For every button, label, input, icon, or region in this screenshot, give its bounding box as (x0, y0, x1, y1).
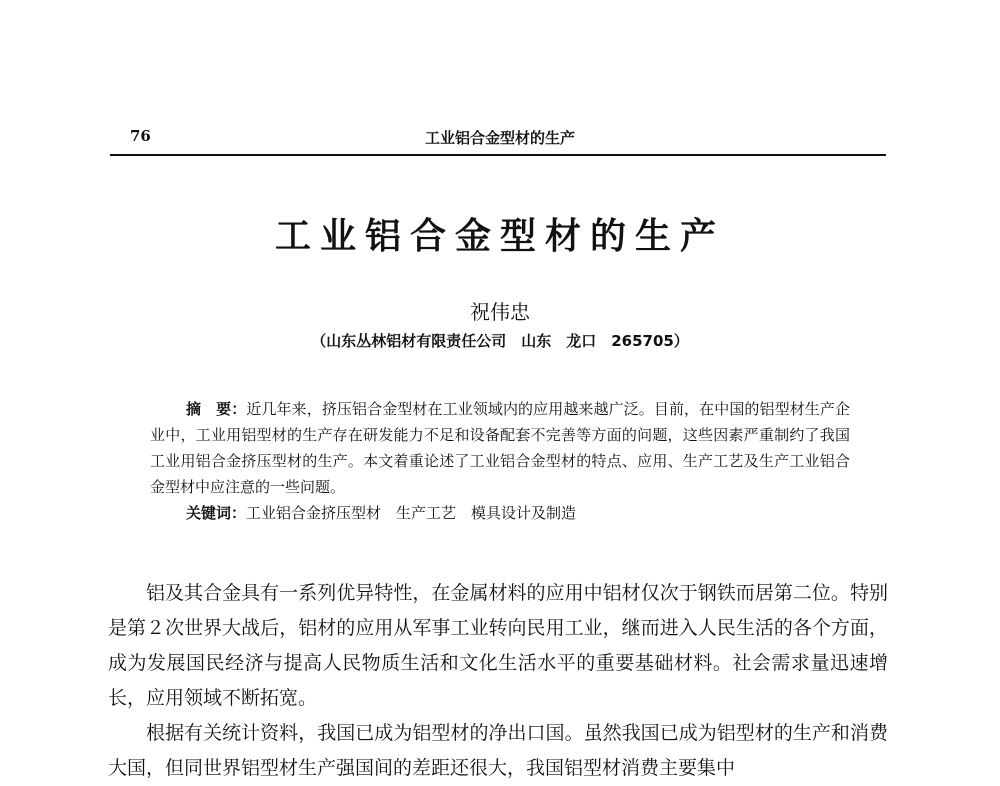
keywords-text: 工业铝合金挤压型材 生产工艺 模具设计及制造 (246, 504, 577, 522)
header-rule (110, 154, 886, 156)
abstract-paragraph (150, 396, 850, 500)
article-title: 工业铝合金型材的生产 (274, 215, 725, 257)
page-number: 76 (130, 127, 151, 145)
author-name: 祝伟忠 (470, 300, 530, 324)
body-paragraph-2: 根据有关统计资料，我国已成为铝型材的净出口国。虽然我国已成为铝型材的生产和消费大国，但同世界铝型材生产强国间的差距还很大，我国铝型材消费主要集中 (108, 722, 888, 779)
abstract-block (150, 396, 850, 526)
abstract-label: 摘 要： (186, 400, 247, 418)
body-paragraph-1: 铝及其合金具有一系列优异特性，在金属材料的应用中铝材仅次于钢铁而居第二位。特别是第２次世界大战后，铝材的应用从军事工业转向民用工业，继而进入人民生活的各个方面，成为发展国民经济与提高人民物质生活和文化生活水平的重要基础材料。社会需求量迅速增长，应用领域不断拓宽。 (108, 582, 888, 709)
abstract-text: 近几年来，挤压铝合金型材在工业领域内的应用越来越广泛。目前，在中国的铝型材生产企业中，工业用铝型材的生产存在研发能力不足和设备配套不完善等方面的问题，这些因素严重制约了我国工业用铝合金挤压型材的生产。本文着重论述了工业铝合金型材的特点、应用、生产工艺及生产工业铝合金型材中应注意的一些问题。 (150, 400, 850, 496)
keywords-label: 关键词： (186, 504, 247, 522)
body-text (108, 576, 888, 786)
running-head: 工业铝合金型材的生产 (424, 129, 575, 147)
author-affiliation: （山东丛林铝材有限责任公司 山东 龙口 265705） (311, 332, 689, 350)
keywords-paragraph (150, 500, 850, 526)
